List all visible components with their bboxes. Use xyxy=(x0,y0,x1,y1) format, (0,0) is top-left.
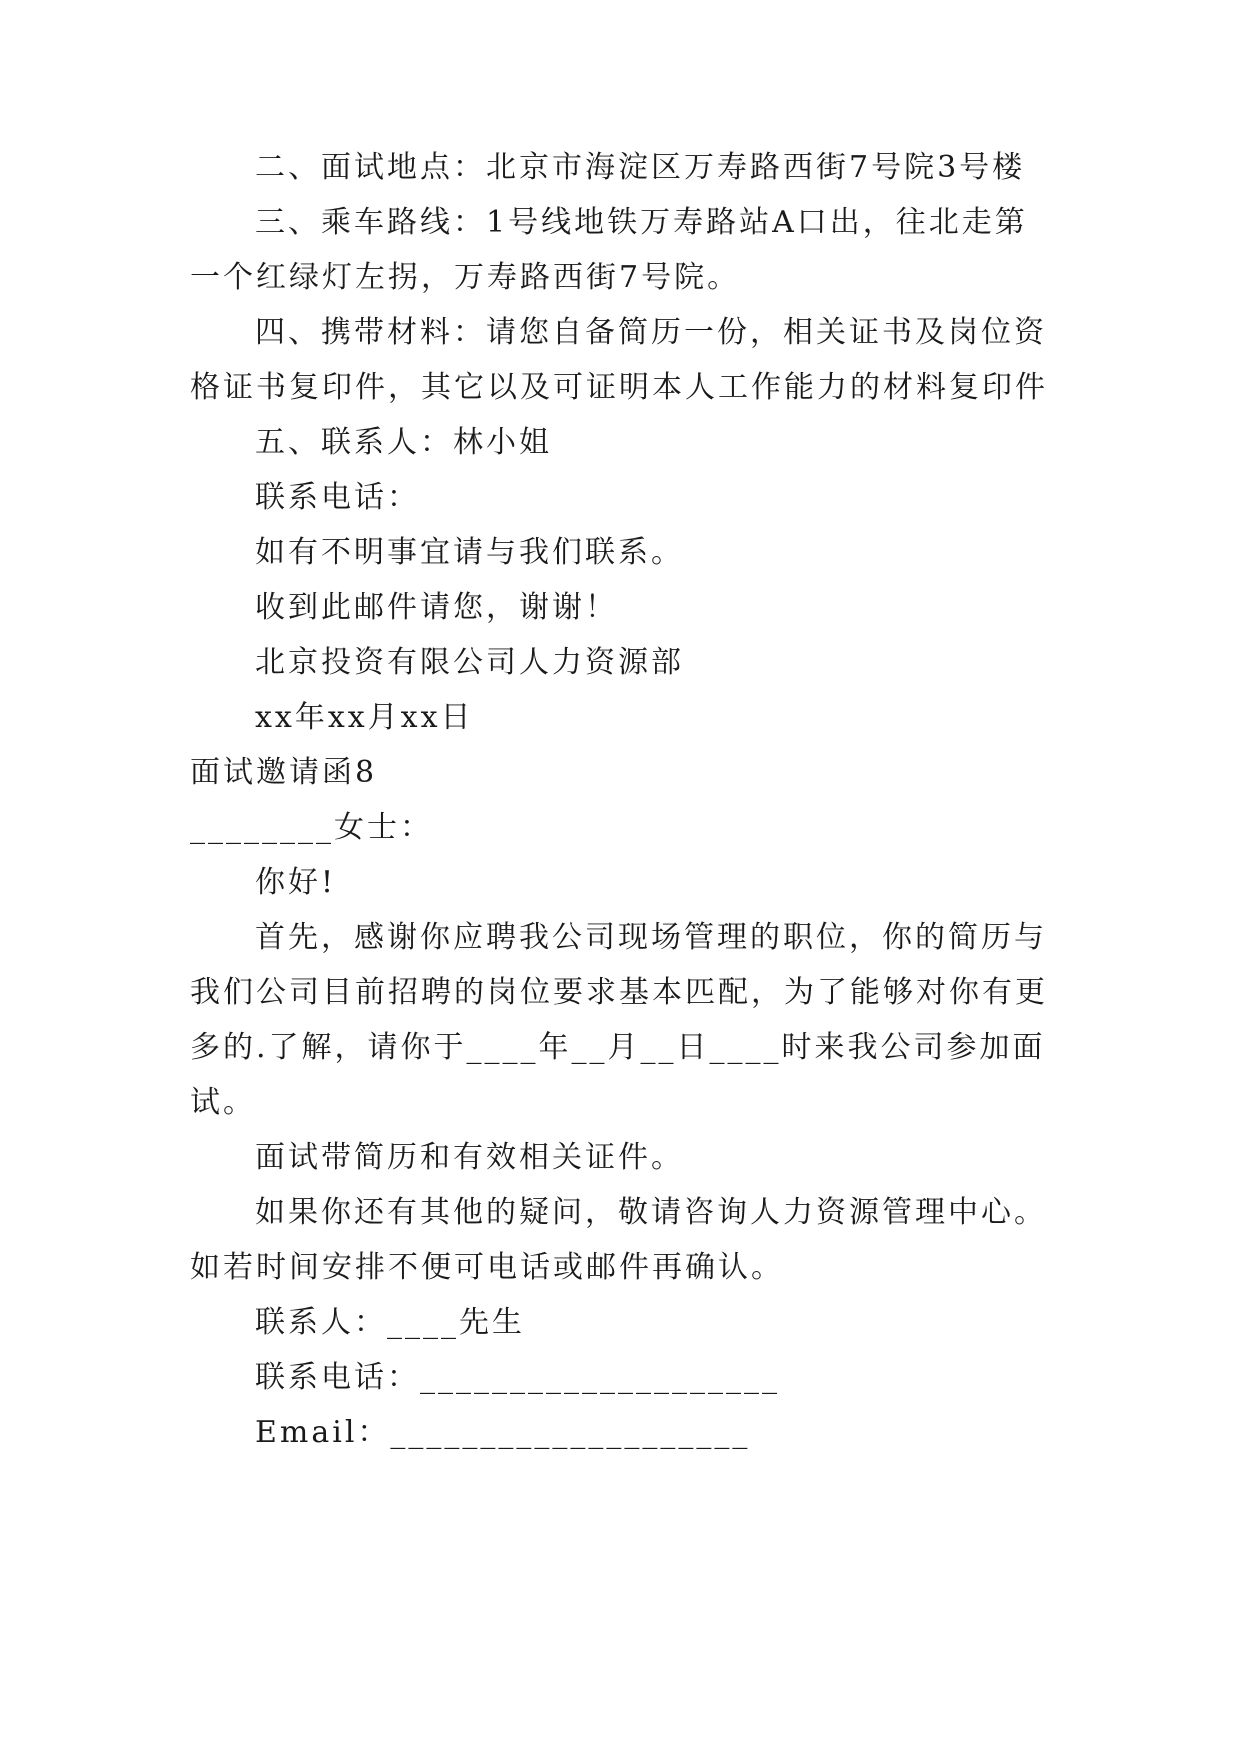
greeting-line: 你好! xyxy=(255,865,337,900)
inquiry-line-2: 如若时间安排不便可电话或邮件再确认。 xyxy=(190,1250,784,1285)
section-title: 面试邀请函8 xyxy=(190,755,378,790)
paragraph-line-2: 我们公司目前招聘的岗位要求基本匹配，为了能够对你有更 xyxy=(190,975,1048,1010)
contact-phone-line: 联系电话： xyxy=(255,480,420,515)
contact-person-line: 五、联系人：林小姐 xyxy=(255,425,552,460)
route-line-2: 一个红绿灯左拐，万寿路西街7号院。 xyxy=(190,260,741,295)
email-line: Email：____________________ xyxy=(255,1415,751,1450)
questions-line: 如有不明事宜请与我们联系。 xyxy=(255,535,684,570)
paragraph-line-3: 多的.了解，请你于____年__月__日____时来我公司参加面 xyxy=(190,1030,1046,1065)
salutation-line: ________女士： xyxy=(190,810,433,845)
paragraph-line-1: 首先，感谢你应聘我公司现场管理的职位，你的简历与 xyxy=(255,920,1047,955)
company-line: 北京投资有限公司人力资源部 xyxy=(255,645,684,680)
inquiry-line-1: 如果你还有其他的疑问，敬请咨询人力资源管理中心。 xyxy=(255,1195,1047,1230)
contact-phone-line-8: 联系电话：____________________ xyxy=(255,1360,780,1395)
route-line-1: 三、乘车路线：1号线地铁万寿路站A口出，往北走第 xyxy=(255,205,1028,240)
materials-line-2: 格证书复印件，其它以及可证明本人工作能力的材料复印件 xyxy=(190,370,1048,405)
contact-person-line-8: 联系人：____先生 xyxy=(255,1305,525,1340)
interview-location-line: 二、面试地点：北京市海淀区万寿路西街7号院3号楼 xyxy=(255,150,1026,185)
thanks-line: 收到此邮件请您，谢谢！ xyxy=(255,590,618,625)
materials-line-1: 四、携带材料：请您自备简历一份，相关证书及岗位资 xyxy=(255,315,1047,350)
paragraph-line-4: 试。 xyxy=(190,1085,256,1120)
bring-docs-line: 面试带简历和有效相关证件。 xyxy=(255,1140,684,1175)
date-line: xx年xx月xx日 xyxy=(255,700,474,735)
